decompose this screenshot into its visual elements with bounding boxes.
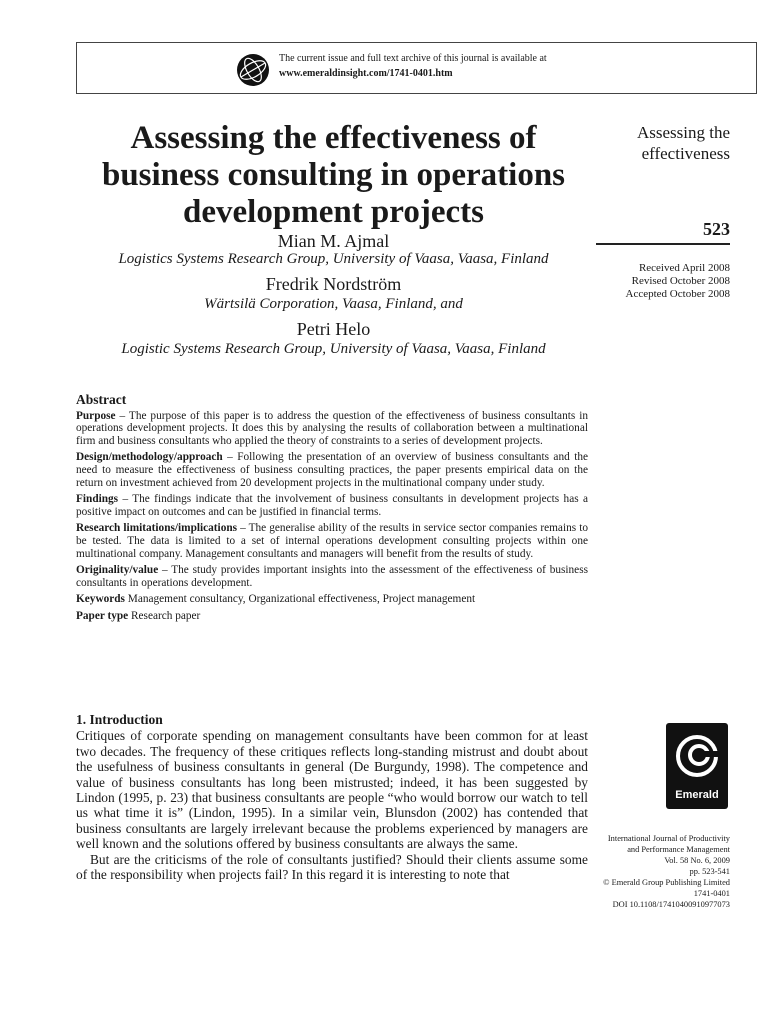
globe-icon [236, 53, 270, 87]
author-affiliation: Logistics Systems Research Group, University of Vaasa, Vaasa, Finland [118, 251, 549, 267]
design-text: – Following the presentation of an overview of business consultants and the need to measure the effectiveness of business consulting practices, the paper presents empirical data on the return on investment achieved from 20 development projects in the multinational company under study. [76, 451, 588, 489]
journal-info [592, 833, 730, 910]
banner-url-link[interactable]: www.emeraldinsight.com/1741-0401.htm [279, 68, 453, 79]
author-affiliation: Logistic Systems Research Group, University of Vaasa, Vaasa, Finland [121, 341, 546, 357]
abstract-findings [76, 493, 588, 518]
abstract-limitations [76, 522, 588, 560]
journal-info-line: pp. 523-541 [689, 867, 730, 876]
design-label: Design/methodology/approach [76, 451, 223, 464]
introduction-section [76, 712, 588, 882]
findings-text: – The findings indicate that the involvement of business consultants in development projects has a positive impact on outcomes and can be justified in financial terms. [76, 493, 588, 518]
journal-info-line: © Emerald Group Publishing Limited [603, 878, 730, 887]
journal-info-line: 1741-0401 [693, 889, 730, 898]
originality-label: Originality/value [76, 564, 159, 577]
author-name: Mian M. Ajmal [277, 231, 390, 251]
sidebar-divider [596, 243, 730, 245]
paper-type-label: Paper type [76, 609, 129, 622]
abstract-design [76, 451, 588, 489]
journal-info-line: DOI 10.1108/17410400910977073 [612, 900, 730, 909]
journal-info-line: International Journal of Productivity [607, 834, 730, 843]
limitations-text: – The generalise ability of the results in service sector companies remains to be tested. The data is limited to a set of internal operations development consulting projects within one multinational company. Management consultants and managers will benefit from the results of study. [76, 522, 588, 560]
section-heading: 1. Introduction [76, 712, 163, 727]
received-date: Received April 2008 [638, 262, 730, 274]
keywords-label: Keywords [76, 593, 125, 606]
logo-text: Emerald [675, 789, 719, 801]
abstract-section [76, 394, 588, 627]
findings-label: Findings [76, 493, 119, 506]
abstract-paper-type [76, 610, 588, 623]
emerald-logo [666, 723, 728, 809]
paper-title: Assessing the effectiveness of business consulting in operations development projects [101, 120, 566, 230]
author-name: Petri Helo [296, 319, 371, 339]
banner-text: The current issue and full text archive of this journal is available at [279, 53, 547, 64]
purpose-text: – The purpose of this paper is to address the question of the effectiveness of business consultants in operations development projects. It does this by analysing the results of collaboration between a multinational firm and business consultants who applied the theory of constraints to a series of development projects. [76, 409, 588, 447]
author-name: Fredrik Nordström [265, 274, 402, 294]
journal-info-line: and Performance Management [627, 845, 730, 854]
limitations-label: Research limitations/implications [76, 522, 238, 535]
page-number: 523 [703, 219, 730, 239]
accepted-date: Accepted October 2008 [625, 288, 730, 300]
intro-paragraph: But are the criticisms of the role of consultants justified? Should their clients assume some of the responsibility when projects fail? In this regard it is interesting to note that [76, 851, 588, 883]
abstract-keywords [76, 593, 588, 606]
revised-date: Revised October 2008 [631, 275, 730, 287]
purpose-label: Purpose [76, 409, 116, 422]
abstract-originality [76, 564, 588, 589]
running-head: Assessing the effectiveness [636, 123, 730, 163]
paper-type-text: Research paper [128, 609, 201, 622]
keywords-text: Management consultancy, Organizational effectiveness, Project management [124, 593, 476, 606]
journal-info-line: Vol. 58 No. 6, 2009 [664, 856, 730, 865]
abstract-purpose [76, 410, 588, 448]
intro-paragraph: Critiques of corporate spending on management consultants have been common for at least two decades. The frequency of these critiques reflects long-standing mistrust and doubt about the usefulness of business consultants in general (De Burgundy, 1998). The competence and value of business consultants has long been mistrusted; indeed, it has been suggested by Lindon (1995, p. 23) that business consultants are people “who would borrow our watch to tell us what time it is” (Lindon, 1995). In a similar vein, Blunsdon (2002) has contended that business consultants are largely irrelevant because the problems experienced by managers are well known and the solutions offered by business consultants are always the same. [76, 728, 588, 852]
author-affiliation: Wärtsilä Corporation, Vaasa, Finland, and [204, 296, 463, 312]
abstract-heading: Abstract [76, 392, 127, 407]
originality-text: – The study provides important insights into the assessment of the effectiveness of business consultants in operations development. [76, 564, 588, 589]
emerald-swirl-icon [675, 731, 719, 781]
